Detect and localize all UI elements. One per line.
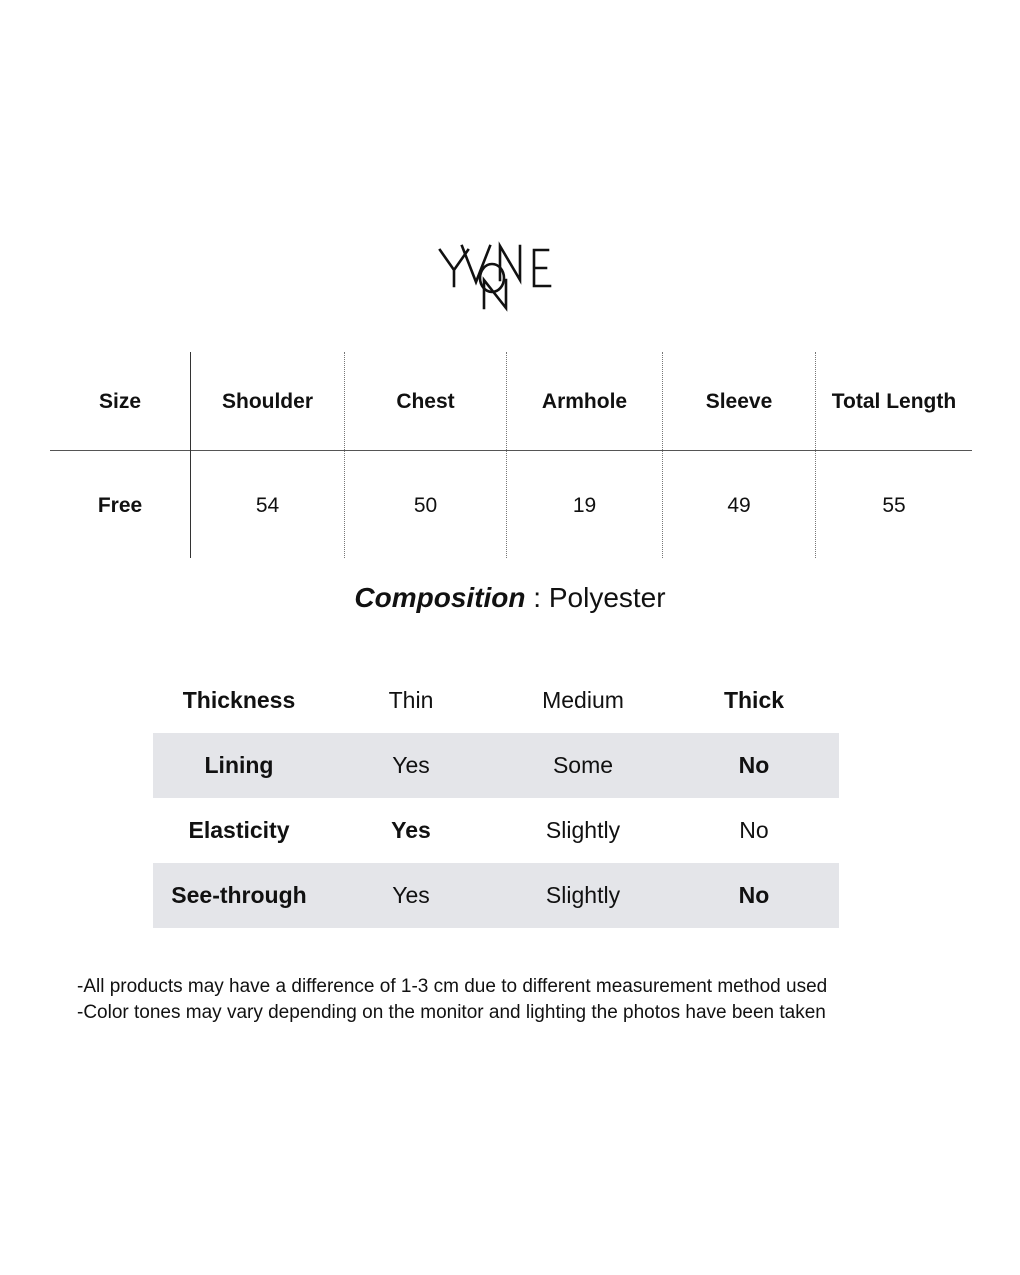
shoulder-header: Shoulder bbox=[221, 389, 313, 413]
thickness-option-thick: Thick bbox=[723, 687, 785, 713]
shoulder-column bbox=[191, 352, 344, 558]
size-column-divider bbox=[190, 352, 191, 558]
lining-label: Lining bbox=[204, 752, 274, 778]
composition-label: Composition bbox=[354, 582, 526, 613]
yvonne-monogram-logo-icon bbox=[436, 236, 560, 314]
see-through-row bbox=[153, 863, 839, 928]
chest-header: Chest bbox=[396, 389, 455, 413]
see-through-option-no: No bbox=[738, 882, 770, 908]
thickness-row bbox=[153, 668, 839, 733]
fabric-properties-table bbox=[153, 668, 839, 928]
chest-value: 50 bbox=[413, 493, 438, 517]
armhole-header: Armhole bbox=[541, 389, 628, 413]
sleeve-column bbox=[663, 352, 815, 558]
elasticity-row bbox=[153, 798, 839, 863]
total-length-column bbox=[816, 352, 972, 558]
thickness-option-thin: Thin bbox=[388, 687, 434, 713]
column-divider bbox=[506, 352, 507, 558]
lining-option-no: No bbox=[738, 752, 770, 778]
chest-column bbox=[345, 352, 506, 558]
lining-row bbox=[153, 733, 839, 798]
shoulder-value: 54 bbox=[255, 493, 280, 517]
elasticity-option-slightly: Slightly bbox=[545, 817, 621, 843]
composition-value: Polyester bbox=[548, 582, 666, 613]
note-color: -Color tones may vary depending on the monitor and lighting the photos have been taken bbox=[77, 1002, 826, 1023]
lining-option-some: Some bbox=[552, 752, 614, 778]
thickness-label: Thickness bbox=[182, 687, 296, 713]
see-through-option-slightly: Slightly bbox=[545, 882, 621, 908]
composition-line bbox=[0, 582, 1020, 614]
see-through-label: See-through bbox=[171, 882, 307, 908]
thickness-option-medium: Medium bbox=[542, 687, 624, 713]
total-length-header: Total Length bbox=[831, 389, 957, 413]
lining-option-yes: Yes bbox=[392, 752, 430, 778]
size-column bbox=[50, 352, 190, 558]
elasticity-option-no: No bbox=[739, 817, 769, 843]
disclaimer-notes bbox=[77, 974, 827, 1026]
armhole-column bbox=[507, 352, 662, 558]
header-divider bbox=[50, 450, 972, 451]
elasticity-label: Elasticity bbox=[188, 817, 290, 843]
size-value: Free bbox=[97, 493, 143, 517]
elasticity-option-yes: Yes bbox=[391, 817, 431, 843]
column-divider bbox=[815, 352, 816, 558]
see-through-option-yes: Yes bbox=[392, 882, 430, 908]
brand-logo bbox=[436, 236, 560, 314]
column-divider bbox=[662, 352, 663, 558]
size-table bbox=[50, 352, 972, 558]
armhole-value: 19 bbox=[572, 493, 597, 517]
composition-separator: : bbox=[525, 582, 549, 613]
column-divider bbox=[344, 352, 345, 558]
sleeve-value: 49 bbox=[727, 493, 751, 517]
total-length-value: 55 bbox=[882, 493, 906, 517]
sleeve-header: Sleeve bbox=[705, 389, 773, 413]
note-measurement: -All products may have a difference of 1-3 cm due to different measurement method used bbox=[77, 976, 828, 997]
size-header: Size bbox=[98, 389, 142, 413]
